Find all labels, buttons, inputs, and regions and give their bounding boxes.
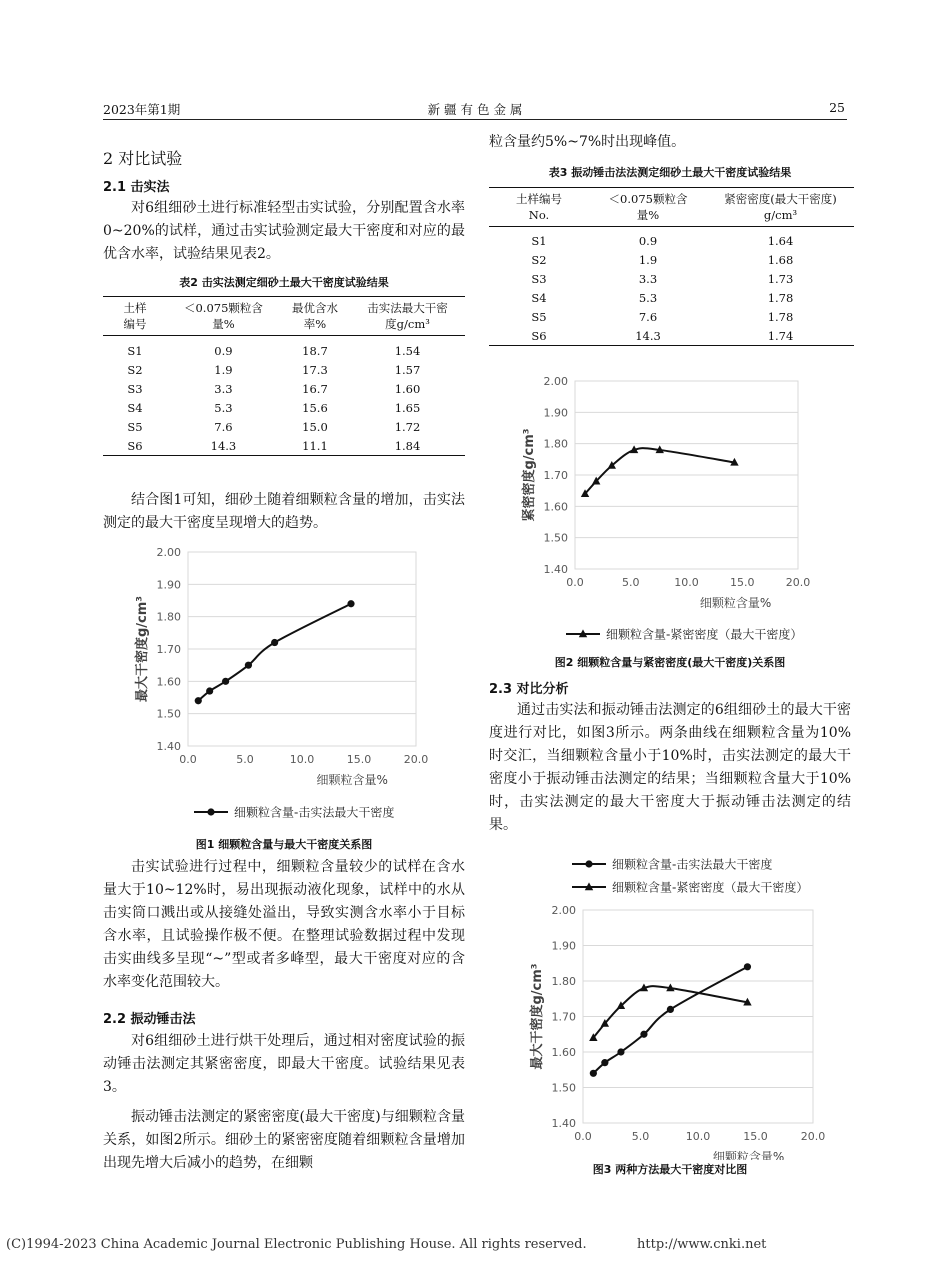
table2 <box>103 296 465 456</box>
x-tick-label: 10.0 <box>674 576 699 589</box>
data-point <box>206 687 213 694</box>
y-tick-label: 1.50 <box>551 1081 576 1095</box>
section-2-2-title: 2.2 振动锤击法 <box>103 1012 196 1027</box>
table-cell: S4 <box>531 290 547 305</box>
legend-label: 细颗粒含量-紧密密度（最大干密度） <box>606 627 803 642</box>
y-tick-label: 1.40 <box>543 563 568 576</box>
table-row <box>103 336 465 361</box>
table3-header-row <box>489 188 854 227</box>
table-row <box>103 398 465 417</box>
table-row <box>489 307 854 326</box>
table-cell: 0.9 <box>638 233 658 248</box>
data-point <box>195 697 202 704</box>
table2-header-cell: ＜0.075颗粒含 量% <box>167 297 280 336</box>
table-cell: 11.1 <box>280 436 350 456</box>
table-row <box>103 379 465 398</box>
table-cell: S1 <box>127 343 143 358</box>
series-line <box>198 604 351 701</box>
table-cell: S5 <box>531 309 547 324</box>
fig1-chart <box>120 540 450 825</box>
table-cell: 0.9 <box>214 343 233 358</box>
page-number: 25 <box>829 100 845 115</box>
y-tick-label: 2.00 <box>551 904 576 917</box>
table3-header-cell: ＜0.075颗粒含 量% <box>589 188 707 227</box>
table-cell: 16.7 <box>302 381 328 396</box>
table-row <box>103 436 465 456</box>
fig1-svg <box>120 540 450 825</box>
issue-label: 2023年第1期 <box>103 102 181 117</box>
table-cell: 1.74 <box>707 326 854 346</box>
section-2-2-paragraph-2-cont: 粒含量约5%~7%时出现峰值。 <box>489 134 686 150</box>
table-cell: 1.60 <box>394 381 421 396</box>
cnki-link[interactable]: http://www.cnki.net <box>637 1237 767 1252</box>
fig3-chart <box>520 850 840 1160</box>
table-cell: 15.0 <box>302 419 328 434</box>
table3-header-cell: 紧密密度(最大干密度) g/cm³ <box>707 188 854 227</box>
x-axis-label: 细颗粒含量% <box>712 1150 785 1160</box>
y-tick-label: 1.80 <box>543 437 568 451</box>
legend-label: 细颗粒含量-击实法最大干密度 <box>234 805 395 820</box>
table-cell: 1.78 <box>767 309 794 324</box>
y-tick-label: 1.90 <box>543 406 568 420</box>
table-cell: 14.3 <box>589 326 707 346</box>
x-tick-label: 0.0 <box>574 1130 592 1143</box>
fig3-svg <box>520 850 840 1160</box>
table-cell: 1.72 <box>394 419 421 434</box>
legend-label: 细颗粒含量-击实法最大干密度 <box>612 857 773 872</box>
table2-header-cell: 击实法最大干密 度g/cm³ <box>350 297 465 336</box>
fig1-intro-paragraph: 结合图1可知，细砂土随着细颗粒含量的增加，击实法测定的最大干密度呈现增大的趋势。 <box>103 492 465 531</box>
x-axis-label: 细颗粒含量% <box>699 596 772 610</box>
section-2-title: 2 对比试验 <box>103 149 183 168</box>
y-tick-label: 1.90 <box>551 939 576 953</box>
data-point <box>271 639 278 646</box>
fig2-chart <box>510 370 840 645</box>
table3-caption: 表3 振动锤击法法测定细砂土最大干密度试验结果 <box>548 166 792 179</box>
data-point <box>744 963 751 970</box>
y-tick-label: 1.80 <box>156 610 181 624</box>
fig2-svg <box>510 370 840 645</box>
legend-label: 细颗粒含量-紧密密度（最大干密度） <box>612 880 809 895</box>
table-row <box>489 326 854 346</box>
x-tick-label: 15.0 <box>346 753 372 766</box>
section-2-3-paragraph: 通过击实法和振动锤击法测定的6组细砂土的最大干密度进行对比，如图3所示。两条曲线在细颗粒含量为10%时交汇，当细颗粒含量小于10%时，击实法测定的最大干密度小于振动锤击法测定的结果；当细颗粒含量大于10%时，击实法测定的最大干密度大于振动锤击法测定的结果。 <box>489 702 851 833</box>
y-tick-label: 2.00 <box>156 546 181 559</box>
series-line <box>593 967 747 1074</box>
x-tick-label: 20.0 <box>403 753 429 766</box>
liquefaction-paragraph: 击实试验进行过程中，细颗粒含量较少的试样在含水量大于10~12%时，易出现振动液化现象，试样中的水从击实筒口溅出或从接缝处溢出，导致实测含水率小于目标含水率，且试验操作极不便。在整理试验数据过程中发现击实曲线多呈现“~”型或者多峰型，最大干密度对应的含水率变化范围较大。 <box>103 859 465 990</box>
data-point <box>245 662 252 669</box>
table2-caption: 表2 击实法测定细砂土最大干密度试验结果 <box>179 276 389 289</box>
table-cell: 1.78 <box>767 290 794 305</box>
table-cell: S3 <box>531 271 547 286</box>
y-axis-label: 最大干密度g/cm³ <box>135 596 150 702</box>
table2-header-row <box>103 297 465 336</box>
table-row <box>489 227 854 251</box>
table-cell: 14.3 <box>167 436 280 456</box>
y-tick-label: 1.40 <box>156 740 181 753</box>
table-row <box>489 269 854 288</box>
x-tick-label: 20.0 <box>785 576 811 589</box>
x-tick-label: 5.0 <box>236 753 254 766</box>
table-cell: 7.6 <box>638 309 658 324</box>
x-tick-label: 15.0 <box>743 1130 768 1143</box>
y-tick-label: 1.70 <box>543 469 568 482</box>
table-row <box>489 288 854 307</box>
table-cell: 1.65 <box>394 400 421 415</box>
fig2-caption: 图2 细颗粒含量与紧密密度(最大干密度)关系图 <box>554 656 786 669</box>
table-row <box>489 250 854 269</box>
legend-marker <box>207 808 214 815</box>
x-tick-label: 0.0 <box>179 753 197 766</box>
fig1-caption: 图1 细颗粒含量与最大干密度关系图 <box>195 838 373 851</box>
table-cell: S4 <box>127 400 143 415</box>
legend-marker <box>585 860 592 867</box>
table-cell: 18.7 <box>302 343 328 358</box>
data-point <box>590 1070 597 1077</box>
table-cell: S6 <box>103 436 167 456</box>
data-point <box>667 1006 674 1013</box>
table-cell: 1.84 <box>350 436 465 456</box>
y-tick-label: 1.80 <box>551 975 576 988</box>
x-tick-label: 15.0 <box>730 576 755 589</box>
section-2-2-paragraph-1: 对6组细砂土进行烘干处理后，通过相对密度试验的振动锤击法测定其紧密密度，即最大干密度。试验结果见表3。 <box>103 1033 465 1095</box>
table2-header-cell: 最优含水 率% <box>280 297 350 336</box>
x-tick-label: 5.0 <box>631 1130 650 1143</box>
table-cell: 1.68 <box>767 252 794 267</box>
table-cell: 5.3 <box>214 400 233 415</box>
table-row <box>103 417 465 436</box>
y-axis-label: 紧密密度g/cm³ <box>522 428 537 522</box>
section-2-1-paragraph: 对6组细砂土进行标准轻型击实试验，分别配置含水率0~20%的试样，通过击实试验测定最大干密度和对应的最优含水率，试验结果见表2。 <box>103 200 465 262</box>
section-2-3-title: 2.3 对比分析 <box>489 682 569 697</box>
table-cell: 3.3 <box>638 271 658 286</box>
table-cell: S6 <box>489 326 589 346</box>
table-cell: 5.3 <box>638 290 658 305</box>
journal-title: 新 疆 有 色 金 属 <box>427 102 523 117</box>
y-tick-label: 1.60 <box>551 1046 576 1059</box>
table-cell: S2 <box>531 252 547 267</box>
table-cell: 1.57 <box>394 362 421 377</box>
y-tick-label: 1.70 <box>156 643 181 656</box>
x-tick-label: 20.0 <box>800 1130 826 1143</box>
fig3-caption: 图3 两种方法最大干密度对比图 <box>592 1163 748 1176</box>
x-axis-label: 细颗粒含量% <box>316 773 388 787</box>
section-2-2-paragraph-2: 振动锤击法测定的紧密密度(最大干密度)与细颗粒含量关系，如图2所示。细砂土的紧密密度随着细颗粒含量增加出现先增大后减小的趋势，在细颗 <box>103 1109 465 1171</box>
table-cell: 15.6 <box>302 400 328 415</box>
table-row <box>103 360 465 379</box>
table3 <box>489 187 854 346</box>
y-tick-label: 1.60 <box>543 500 568 514</box>
table-cell: 7.6 <box>214 419 233 434</box>
data-point <box>617 1048 624 1055</box>
data-point <box>601 1059 608 1066</box>
x-tick-label: 10.0 <box>685 1130 711 1143</box>
table-cell: 1.73 <box>767 271 794 286</box>
data-point <box>222 678 229 685</box>
y-tick-label: 1.70 <box>551 1010 576 1024</box>
table-cell: S2 <box>127 362 143 377</box>
table-cell: 1.64 <box>767 233 794 248</box>
x-tick-label: 5.0 <box>622 576 640 589</box>
y-tick-label: 2.00 <box>543 375 568 388</box>
header-rule <box>103 119 847 120</box>
y-tick-label: 1.50 <box>543 531 568 545</box>
table-cell: S5 <box>127 419 143 434</box>
table-cell: S3 <box>127 381 143 396</box>
x-tick-label: 10.0 <box>289 753 315 766</box>
table-cell: 1.54 <box>394 343 421 358</box>
table-cell: S1 <box>531 233 547 248</box>
table-cell: 1.9 <box>214 362 233 377</box>
table-cell: 1.9 <box>638 252 658 267</box>
y-tick-label: 1.50 <box>156 707 181 721</box>
series-line <box>585 448 734 494</box>
section-2-1-title: 2.1 击实法 <box>103 180 170 195</box>
data-point <box>640 1031 647 1038</box>
y-axis-label: 最大干密度g/cm³ <box>530 963 545 1070</box>
y-tick-label: 1.40 <box>551 1117 576 1130</box>
table3-header-cell: 土样编号 No. <box>489 188 589 227</box>
y-tick-label: 1.90 <box>156 578 181 592</box>
x-tick-label: 0.0 <box>566 576 584 589</box>
table-cell: 3.3 <box>214 381 233 396</box>
y-tick-label: 1.60 <box>156 675 181 689</box>
table2-header-cell: 土样 编号 <box>103 297 167 336</box>
table-cell: 17.3 <box>302 362 328 377</box>
copyright-notice: (C)1994-2023 China Academic Journal Electronic Publishing House. All rights reserved. <box>6 1237 587 1252</box>
data-point <box>347 600 354 607</box>
